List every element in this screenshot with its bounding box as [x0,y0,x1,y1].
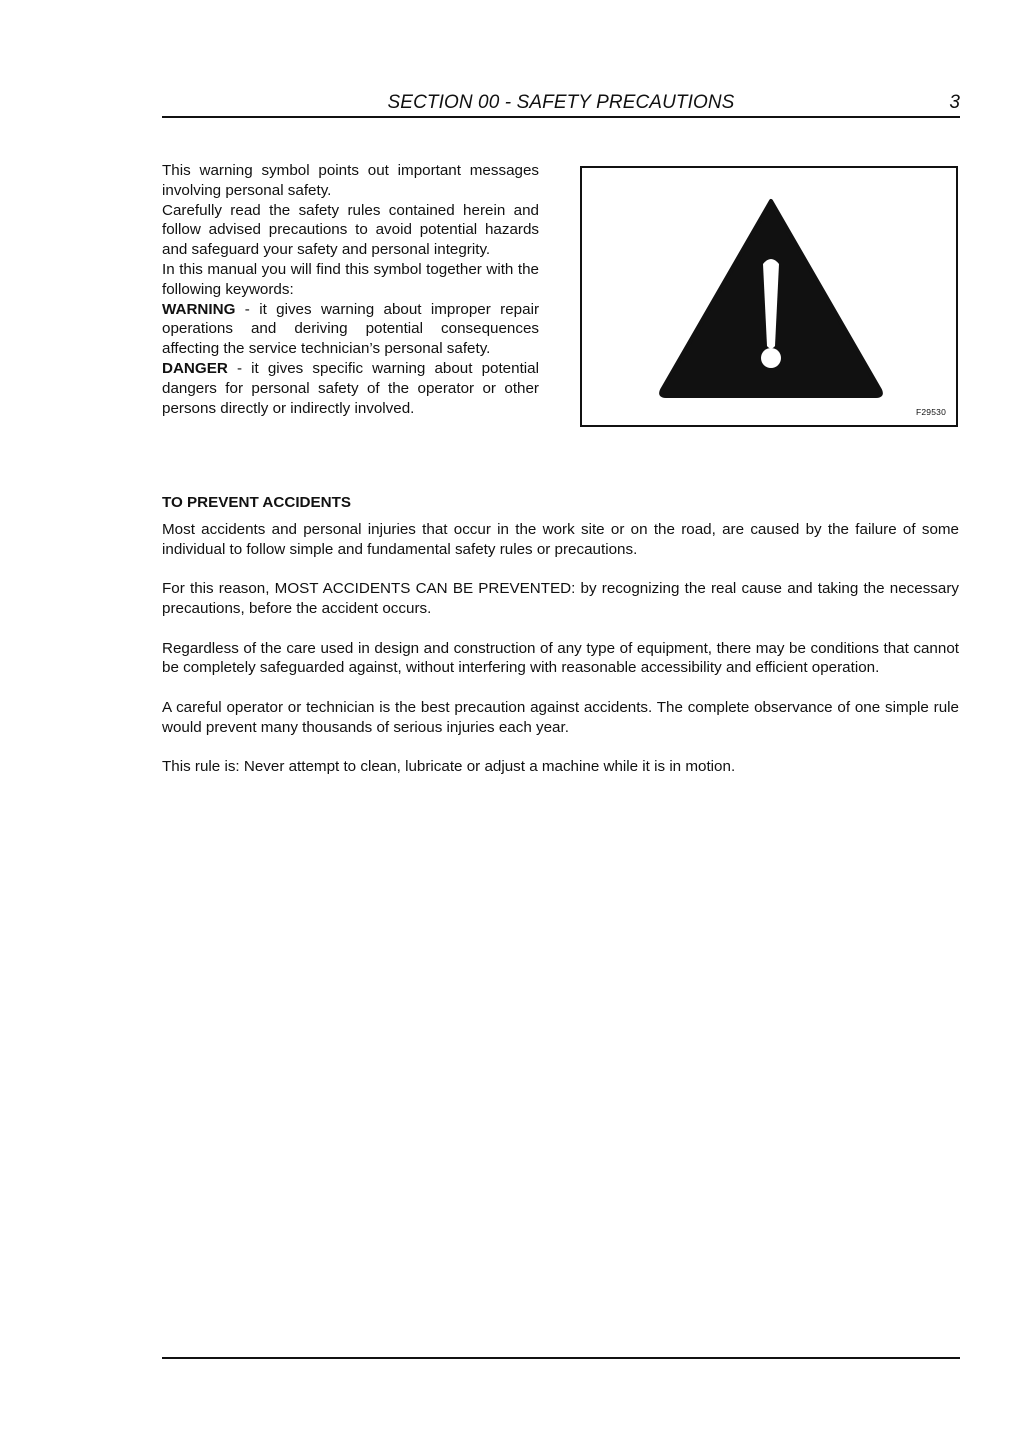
intro-paragraph-keywords: In this manual you will find this symbol together with the following keywords: [162,260,539,298]
section-heading: TO PREVENT ACCIDENTS [162,494,352,511]
warning-symbol-figure [580,166,958,427]
prevent-accidents-section [162,493,959,797]
body-paragraph: Regardless of the care used in design and construction of any type of equipment, there may be conditions that cannot be completely safeguarded against, without interfering with reasonable accessibility and efficient operation. [162,639,959,677]
danger-description: - it gives specific warning about potential dangers for personal safety of the operator or other persons directly or indirectly involved. [162,359,539,417]
page-header [162,90,960,118]
body-paragraph: A careful operator or technician is the best precaution against accidents. The complete observance of one simple rule would prevent many thousands of serious injuries each year. [162,698,959,736]
intro-paragraph-symbol: This warning symbol points out important messages involving personal safety. [162,162,539,199]
footer-divider [162,1357,960,1359]
warning-definition [162,300,539,359]
danger-keyword: DANGER [162,359,228,377]
warning-triangle-icon [582,168,956,425]
body-paragraph: This rule is: Never attempt to clean, lubricate or adjust a machine while it is in motion. [162,758,736,776]
warning-description: - it gives warning about improper repair operations and deriving potential consequences affecting the service technician’s personal safety. [162,300,539,358]
danger-definition [162,359,539,418]
section-title: SECTION 00 - SAFETY PRECAUTIONS [387,92,735,113]
body-paragraph: For this reason, MOST ACCIDENTS CAN BE PREVENTED: by recognizing the real cause and taking the necessary precautions, before the accident occurs. [162,580,959,617]
intro-text-column [162,161,539,418]
page-number: 3 [949,92,960,113]
intro-paragraph-rules: Carefully read the safety rules contained herein and follow advised precautions to avoid potential hazards and safeguard your safety and personal integrity. [162,201,539,259]
warning-keyword: WARNING [162,300,236,318]
figure-code: F29530 [915,407,946,417]
body-paragraph: Most accidents and personal injuries that occur in the work site or on the road, are caused by the failure of some individual to follow simple and fundamental safety rules or precautions. [162,520,959,558]
